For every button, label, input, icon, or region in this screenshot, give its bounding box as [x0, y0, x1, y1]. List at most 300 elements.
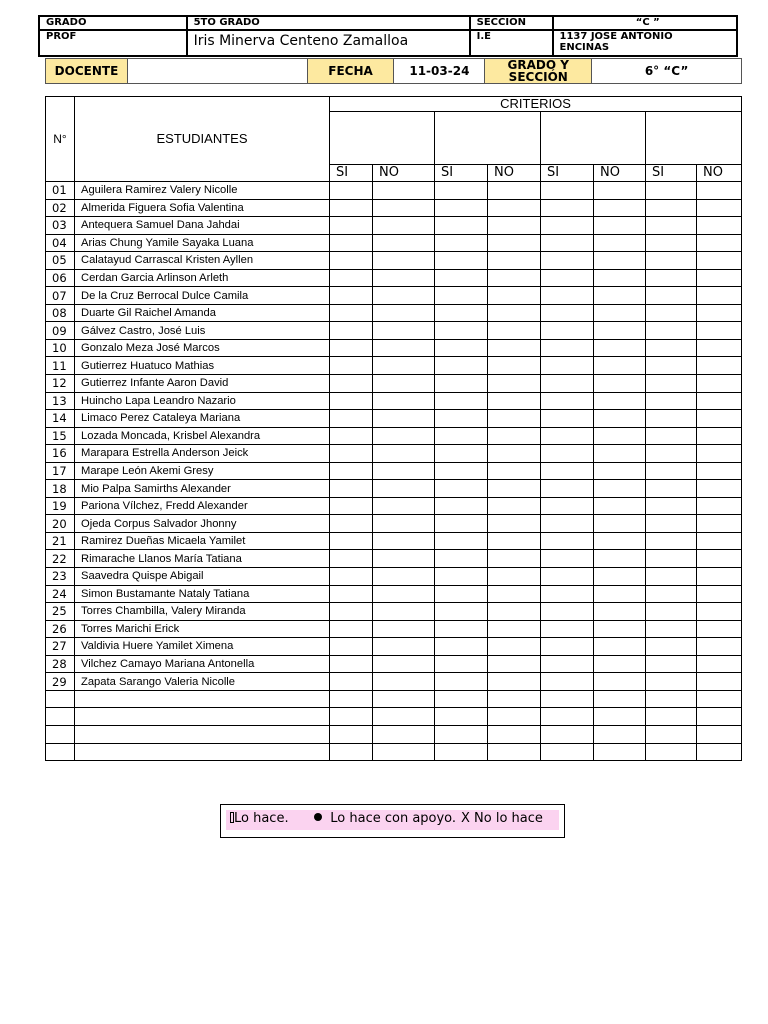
- no-cell[interactable]: [697, 515, 742, 533]
- si-cell[interactable]: [435, 673, 488, 691]
- no-cell[interactable]: [488, 638, 541, 656]
- no-cell[interactable]: [594, 568, 646, 586]
- no-cell[interactable]: [488, 725, 541, 743]
- no-cell[interactable]: [697, 708, 742, 726]
- si-cell[interactable]: [541, 304, 594, 322]
- no-cell[interactable]: [373, 638, 435, 656]
- si-cell[interactable]: [330, 234, 373, 252]
- no-cell[interactable]: [488, 690, 541, 708]
- si-cell[interactable]: [646, 708, 697, 726]
- no-cell[interactable]: [697, 603, 742, 621]
- no-cell[interactable]: [697, 339, 742, 357]
- si-cell[interactable]: [330, 568, 373, 586]
- no-cell[interactable]: [697, 375, 742, 393]
- no-cell[interactable]: [488, 708, 541, 726]
- si-cell[interactable]: [330, 252, 373, 270]
- si-cell[interactable]: [435, 357, 488, 375]
- si-cell[interactable]: [541, 638, 594, 656]
- si-cell[interactable]: [330, 497, 373, 515]
- no-cell[interactable]: [594, 182, 646, 200]
- no-cell[interactable]: [697, 392, 742, 410]
- si-cell[interactable]: [646, 725, 697, 743]
- grado-seccion-value: 6° “C”: [592, 59, 742, 84]
- no-cell[interactable]: [594, 339, 646, 357]
- si-cell[interactable]: [435, 568, 488, 586]
- si-cell[interactable]: [541, 217, 594, 235]
- si-cell[interactable]: [435, 655, 488, 673]
- no-cell[interactable]: [373, 708, 435, 726]
- no-cell[interactable]: [373, 620, 435, 638]
- si-cell[interactable]: [330, 620, 373, 638]
- si-cell[interactable]: [646, 252, 697, 270]
- si-cell[interactable]: [646, 480, 697, 498]
- si-cell[interactable]: [646, 182, 697, 200]
- si-cell[interactable]: [330, 708, 373, 726]
- si-cell[interactable]: [646, 532, 697, 550]
- no-cell[interactable]: [594, 410, 646, 428]
- no-cell[interactable]: [697, 655, 742, 673]
- no-cell[interactable]: [697, 725, 742, 743]
- si-cell[interactable]: [646, 322, 697, 340]
- criterion-3-cell[interactable]: [541, 112, 646, 165]
- si-cell[interactable]: [646, 515, 697, 533]
- si-cell[interactable]: [541, 620, 594, 638]
- si-cell[interactable]: [541, 585, 594, 603]
- no-cell[interactable]: [488, 199, 541, 217]
- no-cell[interactable]: [697, 287, 742, 305]
- si-cell[interactable]: [330, 532, 373, 550]
- student-name: De la Cruz Berrocal Dulce Camila: [75, 287, 330, 305]
- si-cell[interactable]: [330, 199, 373, 217]
- no-cell[interactable]: [488, 269, 541, 287]
- no-cell[interactable]: [488, 234, 541, 252]
- no-cell[interactable]: [373, 480, 435, 498]
- si-cell[interactable]: [541, 532, 594, 550]
- si-cell[interactable]: [541, 743, 594, 761]
- row-number: 10: [46, 339, 75, 357]
- si-cell[interactable]: [435, 427, 488, 445]
- si-cell[interactable]: [541, 410, 594, 428]
- no-cell[interactable]: [594, 532, 646, 550]
- grado-seccion-label-line1: GRADO Y: [507, 58, 569, 72]
- si-cell[interactable]: [330, 638, 373, 656]
- no-cell[interactable]: [488, 515, 541, 533]
- si-cell[interactable]: [646, 673, 697, 691]
- row-number: 14: [46, 410, 75, 428]
- no-cell[interactable]: [697, 322, 742, 340]
- si-cell[interactable]: [646, 304, 697, 322]
- si-cell[interactable]: [330, 357, 373, 375]
- no-cell[interactable]: [488, 550, 541, 568]
- no-cell[interactable]: [488, 462, 541, 480]
- si-cell[interactable]: [541, 480, 594, 498]
- si-cell[interactable]: [646, 445, 697, 463]
- no-cell[interactable]: [373, 603, 435, 621]
- no-cell[interactable]: [488, 603, 541, 621]
- si-cell[interactable]: [541, 603, 594, 621]
- si-cell[interactable]: [435, 743, 488, 761]
- si-cell[interactable]: [435, 620, 488, 638]
- no-cell[interactable]: [373, 462, 435, 480]
- row-number: 23: [46, 568, 75, 586]
- no-cell[interactable]: [488, 182, 541, 200]
- si-cell[interactable]: [646, 234, 697, 252]
- no-cell[interactable]: [488, 620, 541, 638]
- no-cell[interactable]: [373, 497, 435, 515]
- row-number: 22: [46, 550, 75, 568]
- si-cell[interactable]: [646, 462, 697, 480]
- criterion-4-cell[interactable]: [646, 112, 742, 165]
- si-cell[interactable]: [646, 638, 697, 656]
- no-cell[interactable]: [594, 217, 646, 235]
- si-cell[interactable]: [646, 339, 697, 357]
- no-cell[interactable]: [697, 410, 742, 428]
- no-cell[interactable]: [488, 392, 541, 410]
- si-cell[interactable]: [330, 673, 373, 691]
- no-cell[interactable]: [373, 182, 435, 200]
- table-row: [46, 357, 742, 375]
- no-cell[interactable]: [373, 269, 435, 287]
- si-cell[interactable]: [330, 339, 373, 357]
- si-cell[interactable]: [330, 515, 373, 533]
- no-cell[interactable]: [488, 655, 541, 673]
- row-number: 21: [46, 532, 75, 550]
- no-cell[interactable]: [697, 743, 742, 761]
- no-cell[interactable]: [373, 199, 435, 217]
- no-cell[interactable]: [594, 269, 646, 287]
- no-cell[interactable]: [373, 550, 435, 568]
- si-cell[interactable]: [330, 375, 373, 393]
- no-cell[interactable]: [594, 743, 646, 761]
- no-cell[interactable]: [697, 217, 742, 235]
- si-cell[interactable]: [541, 515, 594, 533]
- si-cell[interactable]: [435, 603, 488, 621]
- no-cell[interactable]: [373, 427, 435, 445]
- si-cell[interactable]: [541, 445, 594, 463]
- no-cell[interactable]: [488, 568, 541, 586]
- no-cell[interactable]: [594, 620, 646, 638]
- no-cell[interactable]: [373, 322, 435, 340]
- no-cell[interactable]: [594, 234, 646, 252]
- no-cell[interactable]: [488, 743, 541, 761]
- table-row: [46, 550, 742, 568]
- no-cell[interactable]: [594, 725, 646, 743]
- grado-value: 5TO GRADO: [187, 16, 470, 30]
- si-cell[interactable]: [646, 287, 697, 305]
- si-cell[interactable]: [435, 304, 488, 322]
- row-number: 20: [46, 515, 75, 533]
- si-cell[interactable]: [646, 585, 697, 603]
- no-cell[interactable]: [488, 480, 541, 498]
- no-cell[interactable]: [594, 392, 646, 410]
- no-cell[interactable]: [594, 252, 646, 270]
- no-cell[interactable]: [594, 603, 646, 621]
- row-number: 27: [46, 638, 75, 656]
- si-cell[interactable]: [435, 392, 488, 410]
- no-cell[interactable]: [594, 287, 646, 305]
- si-cell[interactable]: [435, 182, 488, 200]
- no-cell[interactable]: [594, 304, 646, 322]
- si-cell[interactable]: [435, 252, 488, 270]
- no-cell[interactable]: [697, 445, 742, 463]
- si-cell[interactable]: [541, 568, 594, 586]
- si-cell[interactable]: [330, 322, 373, 340]
- no-cell[interactable]: [697, 357, 742, 375]
- row-number: 03: [46, 217, 75, 235]
- si-cell[interactable]: [330, 445, 373, 463]
- no-cell[interactable]: [594, 585, 646, 603]
- si-cell[interactable]: [435, 234, 488, 252]
- no-cell[interactable]: [594, 375, 646, 393]
- si-cell[interactable]: [330, 462, 373, 480]
- si-cell[interactable]: [646, 550, 697, 568]
- si-cell[interactable]: [646, 375, 697, 393]
- si-cell[interactable]: [541, 357, 594, 375]
- si-cell[interactable]: [330, 287, 373, 305]
- no-cell[interactable]: [697, 638, 742, 656]
- si-cell[interactable]: [541, 550, 594, 568]
- si-cell[interactable]: [646, 357, 697, 375]
- no-cell[interactable]: [373, 743, 435, 761]
- si-cell[interactable]: [330, 725, 373, 743]
- no-cell[interactable]: [373, 304, 435, 322]
- si-cell[interactable]: [541, 339, 594, 357]
- si-cell[interactable]: [435, 217, 488, 235]
- si-cell[interactable]: [646, 568, 697, 586]
- si-cell[interactable]: [435, 322, 488, 340]
- no-cell[interactable]: [488, 445, 541, 463]
- table-row: [46, 182, 742, 200]
- si-cell[interactable]: [646, 427, 697, 445]
- si-cell[interactable]: [330, 410, 373, 428]
- si-cell[interactable]: [646, 603, 697, 621]
- no-cell[interactable]: [373, 252, 435, 270]
- no-cell[interactable]: [697, 568, 742, 586]
- no-cell[interactable]: [697, 690, 742, 708]
- no-cell[interactable]: [373, 217, 435, 235]
- si-cell[interactable]: [541, 462, 594, 480]
- no-cell[interactable]: [594, 550, 646, 568]
- si-cell[interactable]: [646, 690, 697, 708]
- no-cell[interactable]: [373, 585, 435, 603]
- si-header: SI: [646, 165, 697, 182]
- no-cell[interactable]: [488, 339, 541, 357]
- no-cell[interactable]: [594, 357, 646, 375]
- si-cell[interactable]: [646, 743, 697, 761]
- si-cell[interactable]: [435, 497, 488, 515]
- si-cell[interactable]: [541, 725, 594, 743]
- no-cell[interactable]: [373, 725, 435, 743]
- no-cell[interactable]: [373, 655, 435, 673]
- no-cell[interactable]: [594, 655, 646, 673]
- si-cell[interactable]: [435, 269, 488, 287]
- no-cell[interactable]: [697, 427, 742, 445]
- si-cell[interactable]: [541, 690, 594, 708]
- si-cell[interactable]: [646, 269, 697, 287]
- si-cell[interactable]: [541, 199, 594, 217]
- student-name: Calatayud Carrascal Kristen Ayllen: [75, 252, 330, 270]
- no-cell[interactable]: [373, 392, 435, 410]
- si-cell[interactable]: [435, 725, 488, 743]
- no-cell[interactable]: [488, 304, 541, 322]
- students-table: [45, 96, 742, 761]
- no-cell[interactable]: [373, 445, 435, 463]
- si-cell[interactable]: [330, 182, 373, 200]
- no-cell[interactable]: [697, 234, 742, 252]
- si-cell[interactable]: [541, 182, 594, 200]
- si-cell[interactable]: [646, 217, 697, 235]
- no-cell[interactable]: [488, 375, 541, 393]
- no-cell[interactable]: [594, 480, 646, 498]
- si-cell[interactable]: [435, 199, 488, 217]
- no-cell[interactable]: [594, 322, 646, 340]
- table-row: [46, 427, 742, 445]
- no-cell[interactable]: [373, 357, 435, 375]
- row-number: 12: [46, 375, 75, 393]
- no-cell[interactable]: [594, 199, 646, 217]
- si-cell[interactable]: [541, 655, 594, 673]
- no-cell[interactable]: [697, 182, 742, 200]
- si-cell[interactable]: [646, 410, 697, 428]
- si-cell[interactable]: [330, 655, 373, 673]
- si-cell[interactable]: [435, 287, 488, 305]
- no-cell[interactable]: [488, 357, 541, 375]
- si-cell[interactable]: [646, 655, 697, 673]
- grado-seccion-label-line2: SECCIÓN: [508, 70, 568, 84]
- no-cell[interactable]: [373, 568, 435, 586]
- no-cell[interactable]: [697, 620, 742, 638]
- docente-value: [127, 59, 307, 84]
- no-cell[interactable]: [697, 269, 742, 287]
- si-cell[interactable]: [541, 708, 594, 726]
- no-cell[interactable]: [488, 673, 541, 691]
- no-cell[interactable]: [488, 322, 541, 340]
- no-cell[interactable]: [488, 427, 541, 445]
- si-cell[interactable]: [541, 287, 594, 305]
- no-cell[interactable]: [594, 638, 646, 656]
- si-cell[interactable]: [435, 708, 488, 726]
- no-cell[interactable]: [594, 497, 646, 515]
- si-cell[interactable]: [435, 462, 488, 480]
- student-name: Vilchez Camayo Mariana Antonella: [75, 655, 330, 673]
- si-cell[interactable]: [541, 497, 594, 515]
- no-cell[interactable]: [697, 550, 742, 568]
- si-cell[interactable]: [646, 392, 697, 410]
- si-cell[interactable]: [435, 480, 488, 498]
- no-cell[interactable]: [697, 673, 742, 691]
- no-cell[interactable]: [594, 690, 646, 708]
- si-cell[interactable]: [435, 532, 488, 550]
- si-cell[interactable]: [435, 410, 488, 428]
- no-cell[interactable]: [594, 515, 646, 533]
- no-cell[interactable]: [697, 462, 742, 480]
- si-cell[interactable]: [541, 673, 594, 691]
- si-cell[interactable]: [541, 252, 594, 270]
- no-cell[interactable]: [488, 252, 541, 270]
- no-cell[interactable]: [697, 199, 742, 217]
- no-cell[interactable]: [373, 410, 435, 428]
- row-number: 15: [46, 427, 75, 445]
- no-cell[interactable]: [697, 585, 742, 603]
- si-cell[interactable]: [435, 550, 488, 568]
- student-name: Cerdan Garcia Arlinson Arleth: [75, 269, 330, 287]
- no-cell[interactable]: [697, 497, 742, 515]
- si-cell[interactable]: [541, 322, 594, 340]
- si-cell[interactable]: [541, 234, 594, 252]
- no-cell[interactable]: [373, 515, 435, 533]
- si-cell[interactable]: [330, 480, 373, 498]
- si-cell[interactable]: [330, 304, 373, 322]
- si-cell[interactable]: [435, 515, 488, 533]
- si-cell[interactable]: [330, 269, 373, 287]
- si-cell[interactable]: [330, 550, 373, 568]
- si-cell[interactable]: [330, 585, 373, 603]
- no-cell[interactable]: [488, 497, 541, 515]
- si-cell[interactable]: [330, 743, 373, 761]
- no-cell[interactable]: [488, 287, 541, 305]
- no-cell[interactable]: [697, 480, 742, 498]
- criterion-2-cell[interactable]: [435, 112, 541, 165]
- si-cell[interactable]: [330, 690, 373, 708]
- si-cell[interactable]: [646, 620, 697, 638]
- student-name: Almerida Figuera Sofia Valentina: [75, 199, 330, 217]
- si-cell[interactable]: [435, 375, 488, 393]
- si-cell[interactable]: [435, 638, 488, 656]
- no-cell[interactable]: [373, 287, 435, 305]
- si-cell[interactable]: [646, 199, 697, 217]
- no-cell[interactable]: [594, 673, 646, 691]
- no-cell[interactable]: [488, 217, 541, 235]
- student-name: Valdivia Huere Yamilet Ximena: [75, 638, 330, 656]
- no-cell[interactable]: [697, 532, 742, 550]
- no-cell[interactable]: [594, 708, 646, 726]
- student-name: Antequera Samuel Dana Jahdai: [75, 217, 330, 235]
- no-cell[interactable]: [594, 462, 646, 480]
- num-header: N°: [46, 97, 75, 182]
- table-row: [46, 532, 742, 550]
- si-cell[interactable]: [435, 690, 488, 708]
- si-cell[interactable]: [435, 445, 488, 463]
- si-cell[interactable]: [435, 585, 488, 603]
- no-cell[interactable]: [488, 410, 541, 428]
- si-cell[interactable]: [541, 375, 594, 393]
- si-cell[interactable]: [646, 497, 697, 515]
- si-cell[interactable]: [330, 427, 373, 445]
- si-cell[interactable]: [541, 392, 594, 410]
- no-cell[interactable]: [373, 234, 435, 252]
- seccion-label: SECCIÓN: [470, 16, 553, 30]
- si-cell[interactable]: [541, 427, 594, 445]
- no-cell[interactable]: [488, 532, 541, 550]
- no-cell[interactable]: [697, 252, 742, 270]
- no-cell[interactable]: [594, 427, 646, 445]
- no-cell[interactable]: [488, 585, 541, 603]
- si-cell[interactable]: [541, 269, 594, 287]
- criterion-1-cell[interactable]: [330, 112, 435, 165]
- si-cell[interactable]: [330, 217, 373, 235]
- no-cell[interactable]: [373, 375, 435, 393]
- no-cell[interactable]: [594, 445, 646, 463]
- no-cell[interactable]: [373, 690, 435, 708]
- no-cell[interactable]: [697, 304, 742, 322]
- no-cell[interactable]: [373, 339, 435, 357]
- no-cell[interactable]: [373, 532, 435, 550]
- no-cell[interactable]: [373, 673, 435, 691]
- student-name: Mio Palpa Samirths Alexander: [75, 480, 330, 498]
- si-cell[interactable]: [330, 392, 373, 410]
- si-cell[interactable]: [435, 339, 488, 357]
- si-cell[interactable]: [330, 603, 373, 621]
